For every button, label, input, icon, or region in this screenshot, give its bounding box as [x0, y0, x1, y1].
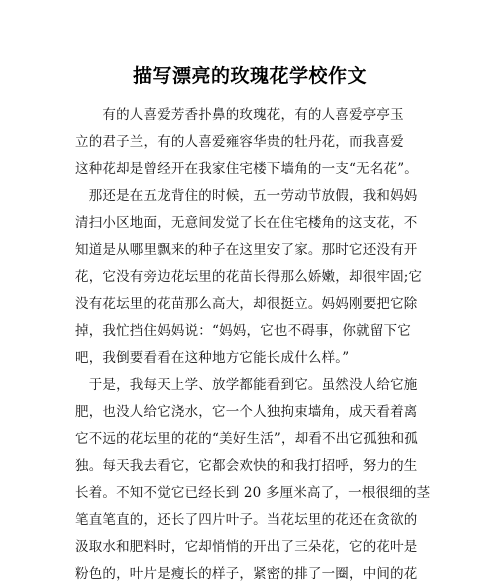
document-title: 描写漂亮的玫瑰花学校作文 — [132, 65, 367, 87]
text-line: 长着。不知不觉它已经长到 20 多厘米高了，一根很细的茎 — [75, 485, 431, 501]
text-line: 那还是在五龙背住的时候，五一劳动节放假，我和妈妈 — [75, 188, 418, 204]
text-line: 知道是从哪里飘来的种子在这里安了家。那时它还没有开 — [75, 242, 418, 258]
text-line: 有的人喜爱芳香扑鼻的玫瑰花，有的人喜爱亭亭玉 — [75, 107, 404, 123]
text-line: 笔直笔直的，还长了四片叶子。当花坛里的花还在贪欲的 — [75, 512, 418, 528]
text-line: 汲取水和肥料时，它却悄悄的开出了三朵花，它的花叶是 — [75, 539, 418, 555]
text-line: 粉色的，叶片是瘦长的样子，紧密的排了一圈，中间的花 — [75, 566, 418, 582]
text-line: 没有花坛里的花苗那么高大，却很挺立。妈妈刚要把它除 — [75, 296, 418, 312]
document-body — [75, 102, 435, 588]
text-line: 独。每天我去看它，它都会欢快的和我打招呼，努力的生 — [75, 458, 418, 474]
text-line: 清扫小区地面，无意间发觉了长在住宅楼角的这支花，不 — [75, 215, 418, 231]
text-line: 这种花却是曾经开在我家住宅楼下墙角的一支“无名花”。 — [75, 161, 419, 177]
text-line: 肥，也没人给它浇水，它一个人独拘束墙角，成天看着离 — [75, 404, 418, 420]
text-line: 于是，我每天上学、放学都能看到它。虽然没人给它施 — [75, 377, 418, 393]
text-line: 掉，我忙挡住妈妈说：“妈妈，它也不碍事，你就留下它 — [75, 323, 411, 339]
text-line: 花，它没有旁边花坛里的花苗长得那么娇嫩，却很牢固;它 — [75, 269, 423, 285]
text-line: 吧，我倒要看看在这种地方它能长成什么样。” — [75, 350, 350, 366]
text-line: 它不远的花坛里的花的“美好生活”，却看不出它孤独和孤 — [75, 431, 419, 447]
text-line: 立的君子兰，有的人喜爱雍容华贵的牡丹花，而我喜爱 — [75, 134, 404, 150]
